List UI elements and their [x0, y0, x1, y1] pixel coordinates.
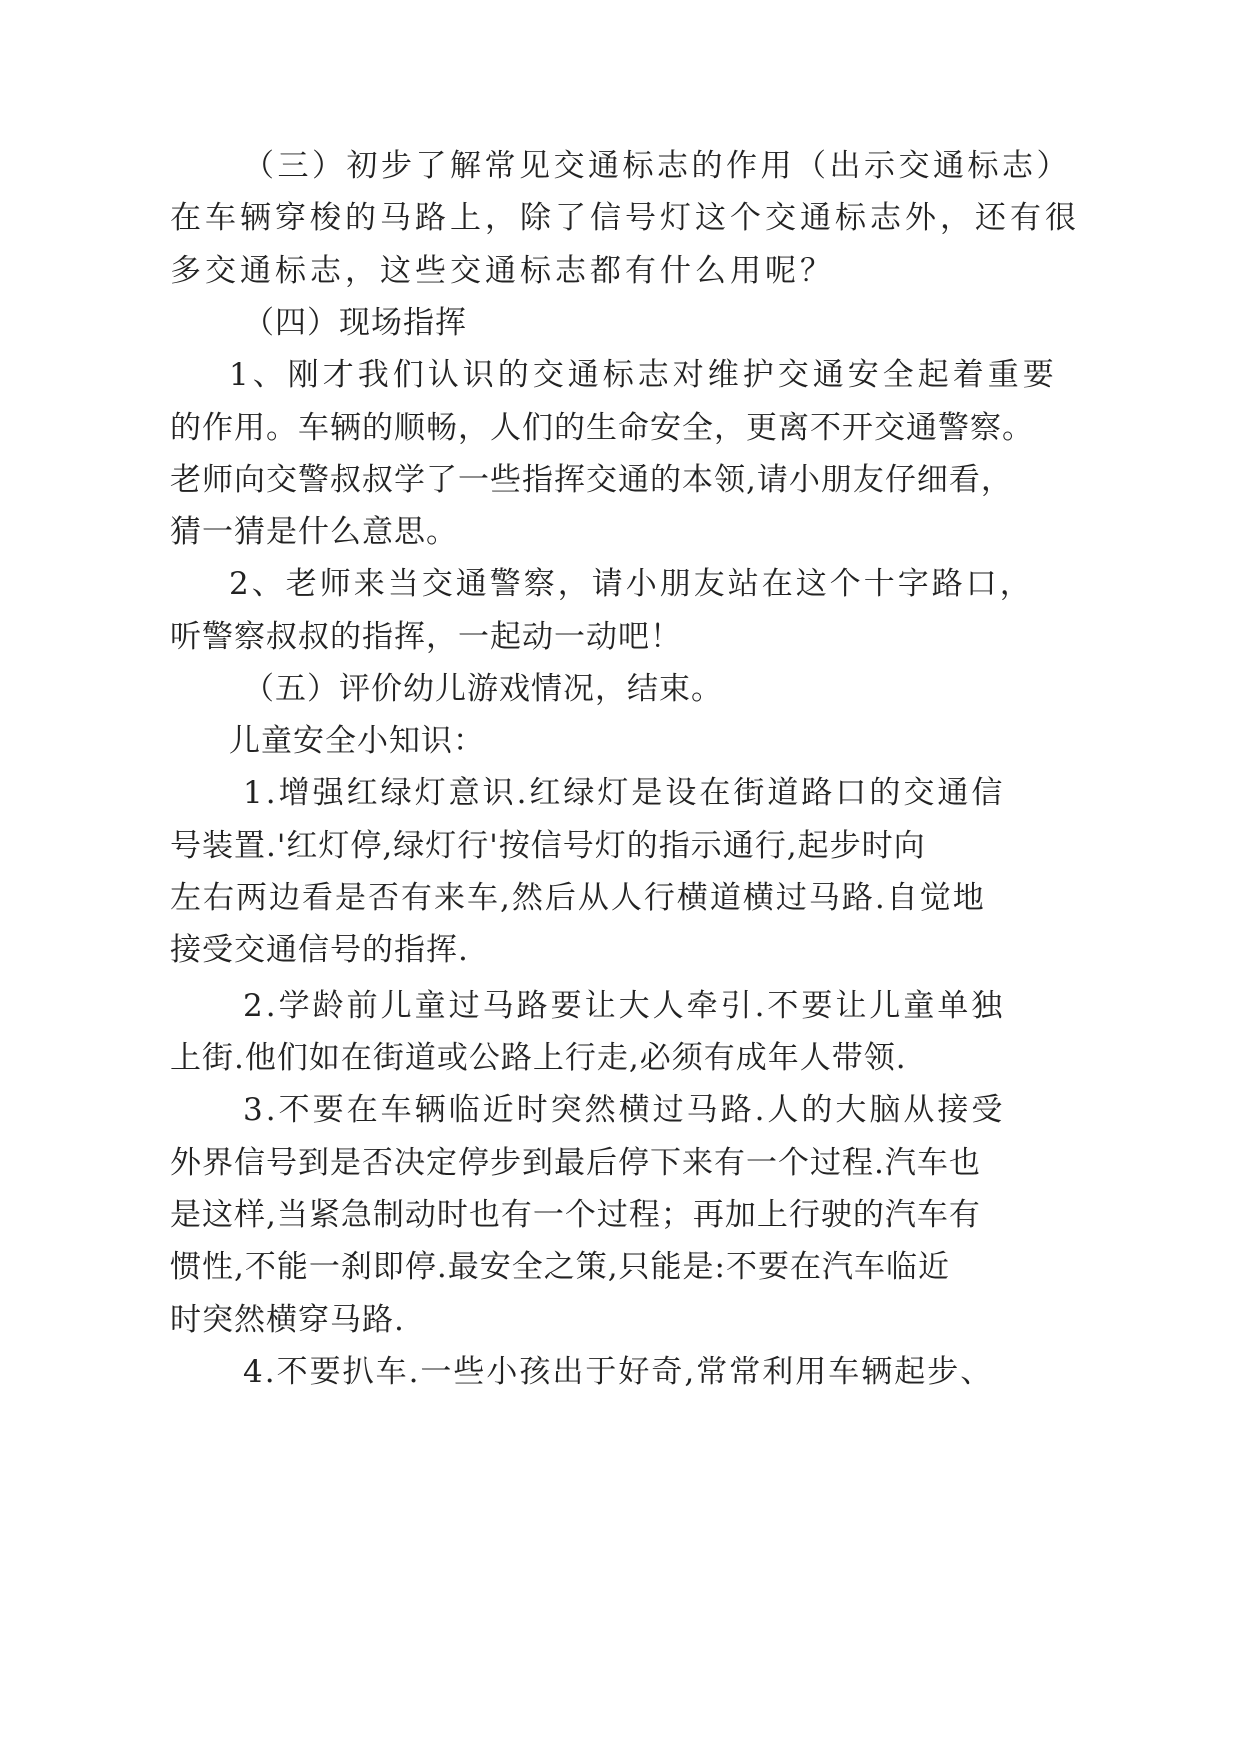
- text-line: 4.不要扒车.一些小孩出于好奇,常常利用车辆起步、: [243, 1354, 994, 1390]
- text-line: 1.增强红绿灯意识.红绿灯是设在街道路口的交通信: [243, 775, 1006, 811]
- text-line: 2.学龄前儿童过马路要让大人牵引.不要让儿童单独: [243, 988, 1006, 1024]
- text-line: （四）现场指挥: [243, 305, 467, 341]
- text-line: 多交通标志，这些交通标志都有什么用呢？: [170, 253, 835, 289]
- text-line: 时突然横穿马路.: [170, 1302, 405, 1338]
- text-line: 1、刚才我们认识的交通标志对维护交通安全起着重要: [229, 357, 1058, 393]
- text-line: 2、老师来当交通警察，请小朋友站在这个十字路口，: [229, 566, 1034, 602]
- text-line: 的作用。车辆的顺畅，人们的生命安全，更离不开交通警察。: [170, 410, 1034, 446]
- text-line: 在车辆穿梭的马路上，除了信号灯这个交通标志外，还有很: [170, 200, 1080, 236]
- text-line: 3.不要在车辆临近时突然横过马路.人的大脑从接受: [243, 1092, 1006, 1128]
- text-line: 号装置.'红灯停,绿灯行'按信号灯的指示通行,起步时向: [170, 828, 926, 864]
- text-line: 接受交通信号的指挥.: [170, 932, 469, 968]
- text-line: 猜一猜是什么意思。: [170, 514, 458, 550]
- text-line: 左右两边看是否有来车,然后从人行横道横过马路.自觉地: [170, 880, 986, 916]
- text-line: 是这样,当紧急制动时也有一个过程；再加上行驶的汽车有: [170, 1197, 981, 1233]
- text-line: （五）评价幼儿游戏情况，结束。: [243, 671, 723, 707]
- text-line: （三）初步了解常见交通标志的作用（出示交通标志）: [243, 148, 1071, 184]
- text-line: 惯性,不能一刹即停.最安全之策,只能是:不要在汽车临近: [170, 1249, 951, 1285]
- text-line: 老师向交警叔叔学了一些指挥交通的本领,请小朋友仔细看，: [170, 462, 1013, 498]
- text-line: 上街.他们如在街道或公路上行走,必须有成年人带领.: [170, 1040, 907, 1076]
- text-line: 儿童安全小知识：: [229, 723, 485, 759]
- text-line: 外界信号到是否决定停步到最后停下来有一个过程.汽车也: [170, 1145, 981, 1181]
- text-line: 听警察叔叔的指挥，一起动一动吧！: [170, 619, 682, 655]
